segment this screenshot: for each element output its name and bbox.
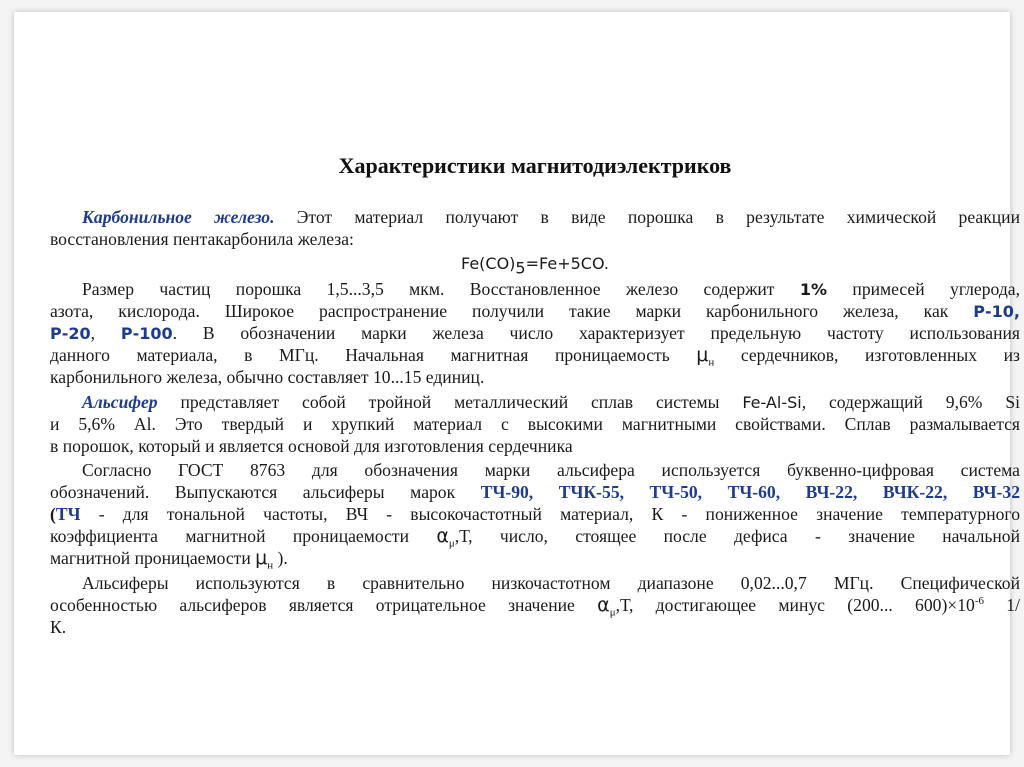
mu-sub: н	[708, 356, 715, 369]
formula-sub: 5	[515, 258, 526, 278]
p2-text-e: данного материала, в МГц. Начальная магнитная проницаемость	[50, 345, 697, 365]
p2-text-f: сердечников, изготовленных из	[714, 345, 1020, 365]
p1-text: Этот материал получают в виде порошка в результате химической реакции	[274, 207, 1020, 227]
mu-symbol-2: μ	[255, 547, 268, 569]
p4-line-1: Согласно ГОСТ 8763 для обозначения марки альсифера используется буквенно-цифровая система	[82, 460, 1020, 480]
formula	[50, 253, 1020, 278]
grade-p100: Р-100	[120, 324, 173, 343]
grade-p20: Р-20	[50, 324, 91, 343]
p3-text-b: , содержащий 9,6% Si	[801, 392, 1020, 412]
p4-text-a: обозначений. Выпускаются альсиферы марок	[50, 482, 481, 502]
exponent: -6	[974, 595, 984, 608]
p2-line-2	[50, 301, 1020, 322]
term-carbonyl-iron: Карбонильное железо.	[82, 207, 275, 227]
p4-text-d: ,Т, число, стоящее после дефиса - значение начальной	[454, 526, 1020, 546]
p3-text-a: представляет собой тройной металлический сплав системы	[157, 392, 743, 412]
p5-line-2	[50, 594, 1020, 619]
alpha-symbol-2: α	[597, 594, 610, 616]
p2-sep: ,	[90, 323, 121, 343]
grade-p10: Р-10,	[973, 302, 1020, 321]
p4-text-b: - для тональной частоты, ВЧ - высокочастотный материал, К - пониженное значение температурного	[80, 504, 1020, 524]
p1-line-1	[50, 207, 1020, 227]
p4-text-c: коэффициента магнитной проницаемости	[50, 526, 437, 546]
p4-paren: (	[50, 504, 56, 524]
p5-line-1: Альсиферы используются в сравнительно низкочастотном диапазоне 0,02...0,7 МГц. Специфической	[82, 573, 1020, 593]
alsifer-grades: ТЧ-90, ТЧК-55, ТЧ-50, ТЧ-60, ВЧ-22, ВЧК-22, ВЧ-32	[480, 482, 1020, 502]
p2-text-c: азота, кислорода. Широкое распространение получили такие марки карбонильного железа, как	[50, 301, 974, 321]
p1-line-2: восстановления пентакарбонила железа:	[50, 229, 354, 249]
mu-sub-2: н	[267, 559, 274, 572]
formula-part-a: Fe(CO)	[461, 254, 516, 273]
p4-text-e: магнитной проницаемости	[50, 548, 256, 568]
p2-text-d: . В обозначении марки железа число характеризует предельную частоту использования	[172, 323, 1020, 343]
mu-symbol: μ	[696, 344, 709, 366]
alpha-sub-2: μ	[609, 606, 616, 619]
p2-line-3	[50, 323, 1020, 344]
alpha-sub: μ	[448, 537, 455, 550]
p2-line-4	[50, 344, 1020, 369]
p4-line-2	[50, 482, 1020, 502]
p5-text-a: особенностью альсиферов является отрицательное значение	[50, 595, 598, 615]
grade-tch: ТЧ	[55, 504, 81, 524]
p3-line-2: и 5,6% Al. Это твердый и хрупкий материал с высокими магнитными свойствами. Сплав размалывается	[50, 414, 1020, 434]
p3-line-1	[50, 392, 1020, 413]
p2-text-a: Размер частиц порошка 1,5...3,5 мкм. Восстановленное железо содержит	[82, 279, 800, 299]
p5-text-b: ,Т, достигающее минус (200... 600)×10	[615, 595, 975, 615]
p4-line-3	[50, 504, 1020, 524]
slide	[14, 12, 1020, 755]
p4-line-5	[50, 547, 1020, 572]
p4-text-f: ).	[273, 548, 288, 568]
p2-line-1	[50, 279, 1020, 300]
impurity-percent: 1%	[799, 280, 828, 299]
p2-text-b: примесей углерода,	[827, 279, 1020, 299]
p2-line-5: карбонильного железа, обычно составляет 10...15 единиц.	[50, 367, 485, 387]
p4-line-4	[50, 525, 1020, 550]
p5-text-c: 1/	[984, 595, 1020, 615]
alloy-system: Fe-Al-Si	[742, 393, 802, 412]
page-title: Характеристики магнитодиэлектриков	[338, 153, 732, 178]
p5-line-3: К.	[50, 617, 67, 637]
p3-line-3: в порошок, который и является основой для изготовления сердечника	[50, 436, 573, 456]
alpha-symbol: α	[436, 525, 449, 547]
formula-part-b: =Fe+5CO.	[525, 254, 609, 273]
term-alsifer: Альсифер	[82, 392, 158, 412]
